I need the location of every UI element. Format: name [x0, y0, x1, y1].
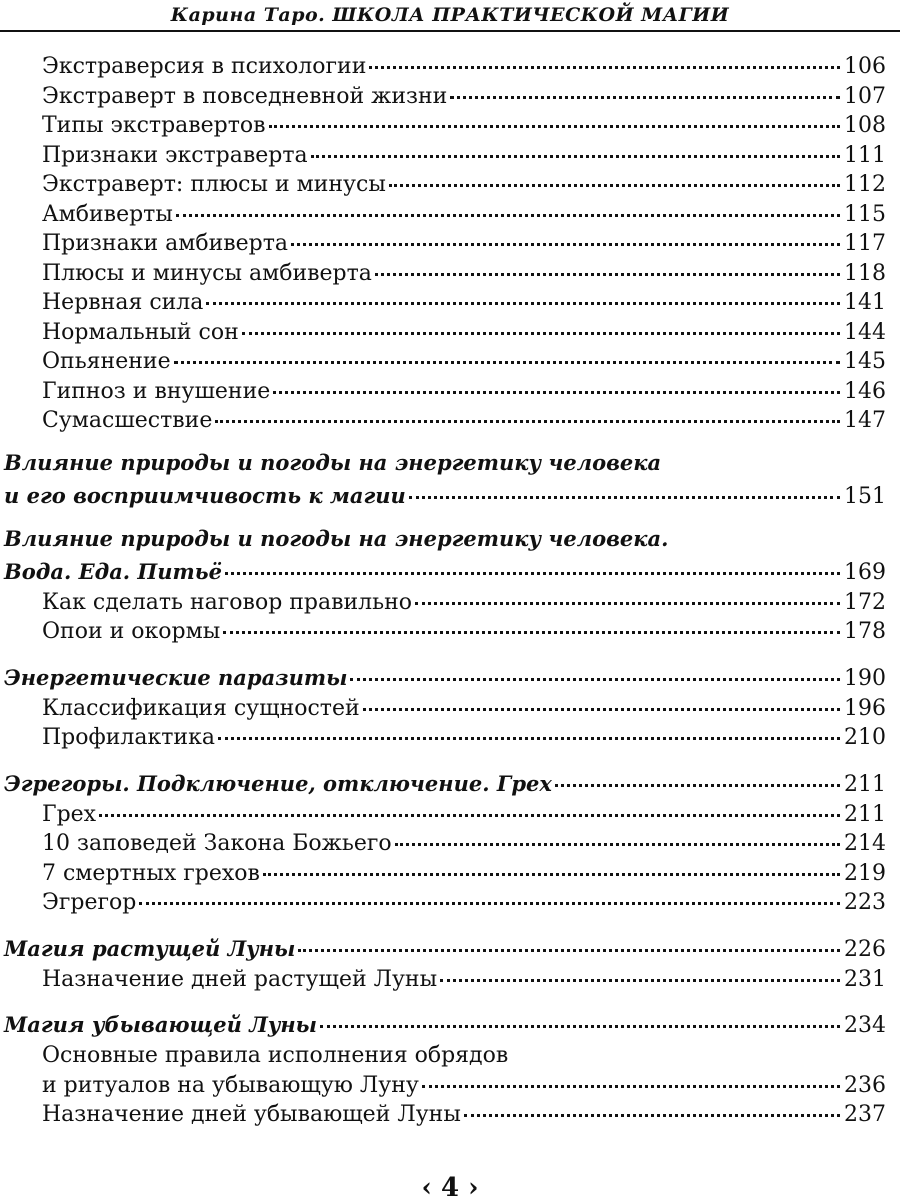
toc-entry-page: 172 — [844, 589, 886, 615]
dot-leader — [464, 1112, 840, 1117]
dot-leader — [225, 570, 840, 575]
toc-chapter-entry[interactable] — [0, 932, 900, 965]
toc-entry[interactable] — [0, 347, 900, 377]
dot-leader — [450, 94, 840, 99]
toc-entry-title-line1: Основные правила исполнения обрядов — [42, 1043, 509, 1068]
toc-entry-title: Экстраверсия в психологии — [42, 54, 367, 79]
toc-entry-page: 111 — [844, 142, 886, 168]
toc-entry-page: 219 — [844, 860, 886, 886]
toc-entry-title: Плюсы и минусы амбиверта — [42, 260, 372, 286]
toc-entry-title: 10 заповедей Закона Божьего — [42, 831, 392, 856]
toc-chapter-entry[interactable] — [0, 1008, 900, 1041]
toc-entry-page: 115 — [844, 201, 886, 227]
toc-entry-page: 112 — [844, 172, 886, 197]
table-of-contents — [0, 52, 900, 1130]
dot-leader — [395, 841, 840, 846]
toc-entry-title: Классификация сущностей — [42, 695, 360, 721]
dot-leader — [99, 812, 840, 817]
dot-leader — [555, 782, 840, 787]
toc-entry-title: Амбиверты — [42, 201, 173, 227]
dot-leader — [269, 123, 840, 128]
dot-leader — [320, 1023, 840, 1028]
dot-leader — [223, 629, 840, 634]
toc-entry-page: 237 — [844, 1102, 886, 1127]
toc-chapter-title-line1: Влияние природы и погоды на энергетику человека. — [4, 525, 669, 551]
toc-entry-page: 146 — [844, 378, 886, 404]
toc-entry-title: Признаки экстраверта — [42, 142, 308, 168]
toc-entry-title: Назначение дней растущей Луны — [42, 966, 438, 992]
toc-entry-page: 210 — [844, 725, 886, 750]
dot-leader — [350, 676, 840, 681]
dot-leader — [409, 494, 840, 499]
toc-entry-page: 118 — [844, 260, 886, 286]
toc-entry[interactable] — [0, 888, 900, 918]
toc-entry-page: 196 — [844, 695, 886, 721]
toc-entry-page: 117 — [844, 231, 886, 256]
toc-entry-title: Профилактика — [42, 725, 215, 750]
toc-entry-title: Эгрегор — [42, 890, 137, 915]
toc-entry-title: Типы экстравертов — [42, 113, 266, 138]
dot-leader — [389, 182, 840, 187]
toc-chapter-entry[interactable] — [0, 767, 900, 800]
toc-entry[interactable] — [0, 1100, 900, 1130]
toc-chapter-page: 211 — [844, 771, 886, 797]
dot-leader — [311, 153, 840, 158]
toc-chapter-page: 169 — [844, 559, 886, 585]
toc-chapter-title-line1: Влияние природы и погоды на энергетику человека — [4, 449, 662, 475]
toc-entry-page: 178 — [844, 619, 886, 644]
toc-chapter-heading[interactable] — [0, 446, 900, 479]
toc-chapter-page: 226 — [844, 936, 886, 962]
toc-entry-page: 144 — [844, 319, 886, 345]
toc-entry-page: 214 — [844, 831, 886, 856]
toc-entry-title: Нормальный сон — [42, 319, 239, 345]
toc-entry[interactable] — [0, 141, 900, 171]
toc-entry[interactable] — [0, 617, 900, 647]
toc-chapter-entry[interactable] — [0, 661, 900, 694]
toc-entry-title: Экстраверт в повседневной жизни — [42, 83, 448, 109]
toc-entry-title-line2: и ритуалов на убывающую Луну — [42, 1072, 419, 1098]
toc-chapter-page: 234 — [844, 1013, 886, 1038]
dot-leader — [139, 900, 840, 905]
toc-entry-title: Нервная сила — [42, 290, 204, 315]
toc-entry[interactable] — [0, 859, 900, 889]
toc-entry-title: Сумасшествие — [42, 408, 213, 433]
toc-chapter-page: 151 — [844, 483, 886, 509]
toc-entry[interactable] — [0, 406, 900, 436]
dot-leader — [218, 735, 840, 740]
dot-leader — [242, 330, 840, 335]
toc-entry[interactable] — [0, 200, 900, 230]
toc-entry-title: Гипноз и внушение — [42, 378, 271, 404]
dot-leader — [415, 600, 840, 605]
toc-entry-title: Назначение дней убывающей Луны — [42, 1102, 461, 1127]
toc-entry[interactable] — [0, 965, 900, 995]
toc-entry-page: 108 — [844, 113, 886, 138]
toc-entry-title: 7 смертных грехов — [42, 860, 260, 886]
toc-entry[interactable] — [0, 588, 900, 618]
dot-leader — [176, 212, 840, 217]
toc-entry-page: 141 — [844, 290, 886, 315]
toc-entry[interactable] — [0, 170, 900, 200]
toc-chapter-title-line2: Вода. Еда. Питьё — [4, 558, 222, 584]
toc-chapter-entry[interactable] — [0, 479, 900, 512]
toc-entry[interactable] — [0, 229, 900, 259]
dot-leader — [215, 418, 840, 423]
dot-leader — [422, 1083, 840, 1088]
toc-entry-page: 231 — [844, 966, 886, 992]
dot-leader — [363, 706, 840, 711]
dot-leader — [291, 241, 840, 246]
toc-entry[interactable] — [0, 318, 900, 348]
toc-entry-title: Экстраверт: плюсы и минусы — [42, 172, 386, 197]
toc-entry-page: 106 — [844, 54, 886, 79]
toc-entry[interactable] — [0, 829, 900, 859]
toc-chapter-title: Магия растущей Луны — [4, 935, 296, 961]
dot-leader — [263, 871, 840, 876]
toc-chapter-title: Энергетические паразиты — [4, 664, 348, 690]
toc-entry-page: 145 — [844, 349, 886, 374]
toc-entry[interactable] — [0, 800, 900, 830]
toc-entry-page: 107 — [844, 83, 886, 109]
toc-entry[interactable] — [0, 377, 900, 407]
toc-entry[interactable] — [0, 288, 900, 318]
dot-leader — [273, 389, 840, 394]
toc-chapter-entry[interactable] — [0, 555, 900, 588]
dot-leader — [369, 64, 840, 69]
toc-entry-title: Опои и окормы — [42, 619, 221, 644]
toc-entry[interactable] — [0, 1071, 900, 1101]
dot-leader — [375, 271, 840, 276]
page-number: ‹ 4 › — [421, 1173, 479, 1203]
running-head: Карина Таро. ШКОЛА ПРАКТИЧЕСКОЙ МАГИИ — [0, 0, 900, 32]
dot-leader — [174, 359, 840, 364]
toc-entry-title: Опьянение — [42, 349, 171, 374]
toc-entry[interactable] — [0, 723, 900, 753]
toc-entry[interactable] — [0, 111, 900, 141]
toc-chapter-heading[interactable] — [0, 522, 900, 555]
toc-entry-heading[interactable] — [0, 1041, 900, 1071]
toc-entry[interactable] — [0, 52, 900, 82]
toc-entry[interactable] — [0, 694, 900, 724]
toc-chapter-title: Магия убывающей Луны — [4, 1012, 318, 1037]
toc-chapter-title-line2: и его восприимчивость к магии — [4, 482, 406, 508]
toc-entry-title: Как сделать наговор правильно — [42, 589, 413, 615]
dot-leader — [440, 977, 840, 982]
dot-leader — [206, 300, 840, 305]
toc-chapter-page: 190 — [844, 665, 886, 691]
toc-entry-page: 211 — [844, 801, 886, 827]
toc-entry-title: Признаки амбиверта — [42, 231, 289, 256]
toc-entry-title: Грех — [42, 801, 97, 827]
toc-chapter-title: Эгрегоры. Подключение, отключение. Грех — [4, 770, 552, 796]
toc-entry[interactable] — [0, 82, 900, 112]
toc-entry-page: 223 — [844, 890, 886, 915]
toc-entry-page: 236 — [844, 1072, 886, 1098]
dot-leader — [298, 947, 840, 952]
toc-entry-page: 147 — [844, 408, 886, 433]
toc-entry[interactable] — [0, 259, 900, 289]
